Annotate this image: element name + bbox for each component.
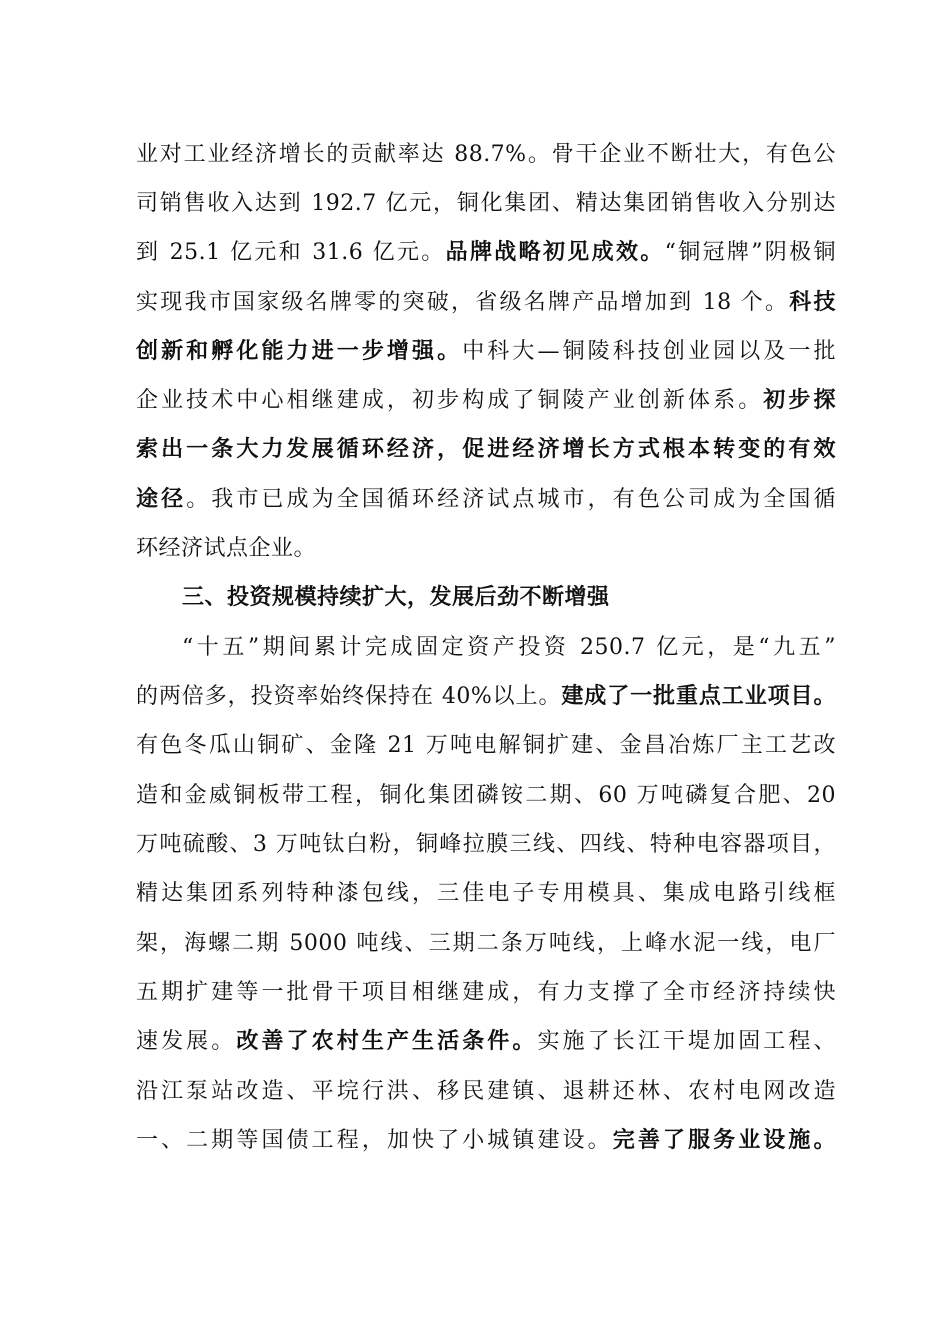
text-run: 实现我市国家级名牌零的突破，省级名牌产品增加到 18 个。 <box>136 290 790 315</box>
text-run: 沿江泵站改造、平垸行洪、移民建镇、退耕还林、农村电网改造 <box>136 1079 836 1104</box>
text-run: “十五”期间累计完成固定资产投资 250.7 亿元，是“九五” <box>182 635 836 660</box>
text-run: 企业技术中心相继建成，初步构成了铜陵产业创新体系。 <box>136 388 764 413</box>
text-run: 的两倍多，投资率始终保持在 40%以上。 <box>136 684 562 709</box>
paragraph-line <box>136 337 836 367</box>
paragraph-line <box>136 485 836 515</box>
text-run: 实施了长江干堤加固工程、 <box>537 1029 836 1054</box>
paragraph-line <box>136 879 836 909</box>
paragraph-line <box>136 238 836 268</box>
text-run: 中科大—铜陵科技创业园以及一批 <box>462 339 836 364</box>
text-run: 到 25.1 亿元和 31.6 亿元。 <box>136 240 446 265</box>
bold-text-run: 完善了服务业设施。 <box>612 1128 836 1153</box>
paragraph-line <box>136 189 836 219</box>
text-run: 环经济试点企业。 <box>136 536 317 561</box>
bold-text-run: 索出一条大力发展循环经济，促进经济增长方式根本转变的有效 <box>136 437 836 462</box>
paragraph-line <box>136 386 836 416</box>
text-run: 速发展。 <box>136 1029 237 1054</box>
text-run: 万吨硫酸、3 万吨钛白粉，铜峰拉膜三线、四线、特种电容器项目， <box>136 832 836 857</box>
text-run: 有色冬瓜山铜矿、金隆 21 万吨电解铜扩建、金昌冶炼厂主工艺改 <box>136 733 836 758</box>
paragraph-line <box>136 288 836 318</box>
heading-text: 三、投资规模持续扩大，发展后劲不断增强 <box>182 585 610 610</box>
paragraph-line <box>136 1077 836 1107</box>
text-run: 五期扩建等一批骨干项目相继建成，有力支撑了全市经济持续快 <box>136 980 836 1005</box>
text-run: 业对工业经济增长的贡献率达 88.7%。骨干企业不断壮大，有色公 <box>136 142 836 167</box>
paragraph-line <box>136 830 836 860</box>
paragraph-line <box>136 1027 836 1057</box>
paragraph-line <box>136 781 836 811</box>
bold-text-run: 建成了一批重点工业项目。 <box>561 684 836 709</box>
paragraph-line <box>136 1126 836 1156</box>
text-run: 造和金威铜板带工程，铜化集团磷铵二期、60 万吨磷复合肥、20 <box>136 783 836 808</box>
text-run: 精达集团系列特种漆包线，三佳电子专用模具、集成电路引线框 <box>136 881 836 906</box>
paragraph-line <box>182 633 836 663</box>
bold-text-run: 改善了农村生产生活条件。 <box>236 1029 538 1054</box>
text-run: 一、二期等国债工程，加快了小城镇建设。 <box>136 1128 613 1153</box>
paragraph-line <box>136 140 836 170</box>
bold-text-run: 初步探 <box>763 388 836 413</box>
bold-text-run: 科技 <box>789 290 836 315</box>
paragraph-line <box>136 978 836 1008</box>
paragraph-line <box>136 929 836 959</box>
paragraph-line <box>136 682 836 712</box>
text-run: 。我市已成为全国循环经济试点城市，有色公司成为全国循 <box>186 487 836 512</box>
paragraph-line <box>136 534 836 564</box>
bold-text-run: 创新和孵化能力进一步增强。 <box>136 339 463 364</box>
bold-text-run: 品牌战略初见成效。 <box>445 240 665 265</box>
paragraph-line <box>136 435 836 465</box>
text-run: 架，海螺二期 5000 吨线、三期二条万吨线，上峰水泥一线，电厂 <box>136 931 836 956</box>
section-heading <box>182 583 836 613</box>
text-run: “铜冠牌”阴极铜 <box>664 240 836 265</box>
bold-text-run: 途径 <box>136 487 187 512</box>
text-run: 司销售收入达到 192.7 亿元，铜化集团、精达集团销售收入分别达 <box>136 191 836 216</box>
paragraph-line <box>136 731 836 761</box>
